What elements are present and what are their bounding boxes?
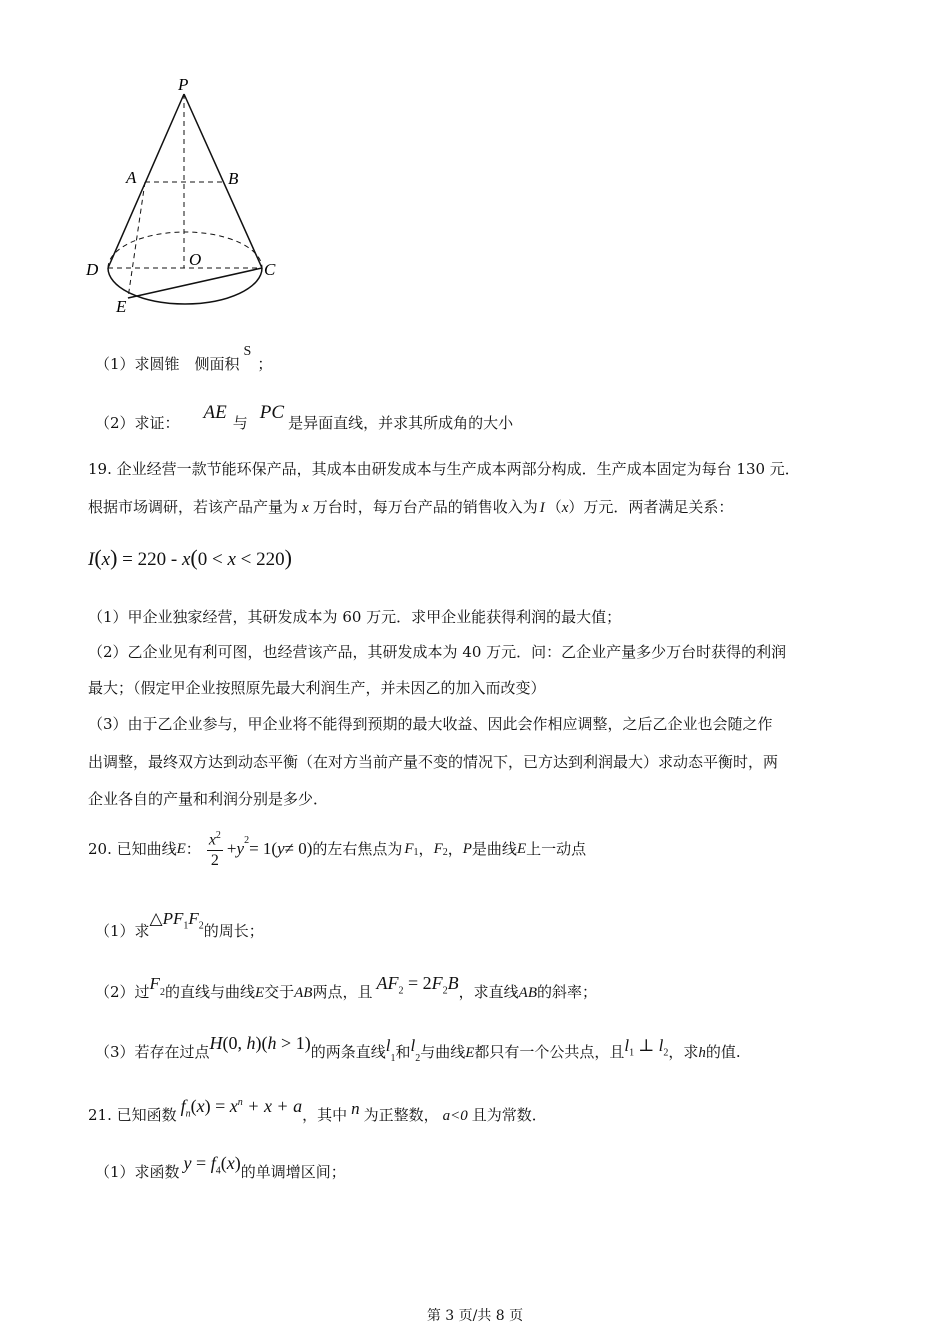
label-a: A — [126, 168, 137, 187]
q20-part2: （2）过$F_2$的直线与曲线E交于AB两点，且 $AF_2 = 2F_2B$，求直线AB的斜率； — [95, 973, 597, 1001]
q19-part3-line1: （3）由于乙企业参与，甲企业将不能得到预期的最大收益、因此会作相应调整，之后乙企业也会随之作 — [88, 715, 773, 733]
label-d: D — [86, 260, 99, 279]
q18-part2: （2）求证： AE 与 PC 是异面直线，并求其所成角的大小 — [95, 402, 514, 432]
fraction-x2-over-2: $\frac{x^2}{2}$ — [208, 830, 221, 870]
q19-line1: 19. 企业经营一款节能环保产品，其成本由研发成本与生产成本两部分构成．生产成本固定为每台 130 元． — [88, 460, 800, 478]
q19-part2-line2: 最大；（假定甲企业按照原先最大利润生产，并未因乙的加入而改变） — [88, 679, 546, 697]
label-o: O — [189, 250, 202, 269]
label-b: B — [228, 169, 239, 188]
q20-part3: （3）若存在过点H(0, h)(h > 1)的两条直线$l_1$和$l_2$与曲线E都只有一个公共点，且$l_1$ ⊥ $l_2$，求h的值. — [95, 1033, 741, 1064]
cone-figure — [80, 70, 300, 320]
page-footer: 第 3 页/共 8 页 — [426, 1308, 524, 1324]
q18-part1: （1）求圆锥 侧面积S； — [95, 344, 273, 373]
q19-part3-line2: 出调整，最终双方达到动态平衡（在对方当前产量不变的情况下，已方达到利润最大）求动态平衡时，两 — [88, 753, 779, 771]
q19-part3-line3: 企业各自的产量和利润分别是多少． — [88, 790, 329, 808]
q21-intro: 21. 已知函数 $f_n(x) = x^n + x + a$，其中 n 为正整数， a<0 且为常数． — [88, 1096, 547, 1124]
q20-intro: 20. 已知曲线 E ： $\frac{x^2}{2}$ + y $^2$ = 1( y ≠ 0) 的左右焦点为 F $_1$ ， F $_2$ ， P 是曲线 E 上一动点 — [88, 826, 586, 871]
q19-part2-line1: （2）乙企业见有利可图，也经营该产品，其研发成本为 40 万元．问：乙企业产量多少万台时获得的利润 — [88, 643, 787, 661]
label-p: P — [178, 75, 189, 94]
label-e: E — [116, 297, 127, 316]
q21-part1: （1）求函数 $y = f_4(x)$的单调增区间； — [95, 1153, 346, 1181]
q20-part1: （1）求$\triangle PF_1F_2$的周长； — [95, 909, 264, 940]
label-c: C — [264, 260, 276, 279]
q19-formula: I(x) = 220 - x(0 < x < 220) — [88, 545, 292, 570]
q19-part1: （1）甲企业独家经营，其研发成本为 60 万元．求甲企业能获得利润的最大值； — [88, 608, 622, 626]
q19-line2: 根据市场调研，若该产品产量为 x 万台时，每万台产品的销售收入为 I （x）万元．两者满足关系： — [88, 498, 734, 516]
